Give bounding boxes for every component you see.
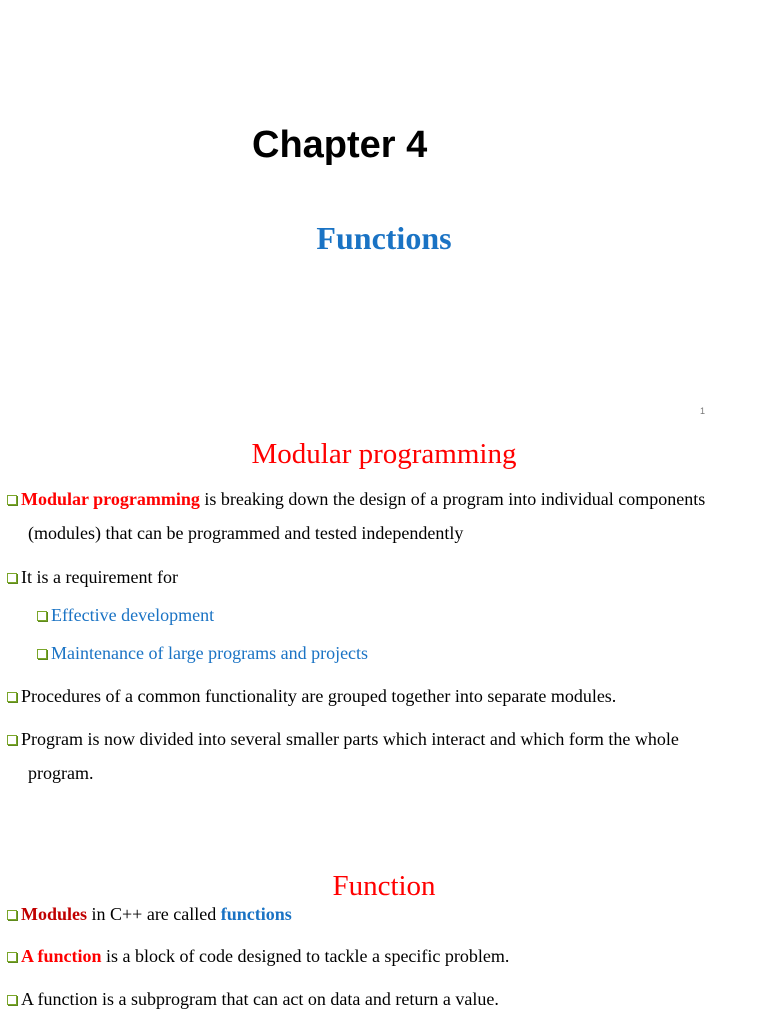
chapter-title: Chapter 4: [252, 124, 428, 166]
bullet-continuation: (modules) that can be programmed and tested independently: [28, 523, 464, 543]
bullet-text: It is a requirement for: [21, 567, 178, 587]
section-heading-function: Function: [332, 870, 436, 902]
bullet-modules-functions: [7, 903, 292, 925]
sub-bullet-effective-development: [37, 604, 214, 626]
bullet-text: Effective development: [51, 605, 215, 625]
bullet-procedures: [7, 685, 616, 707]
checkbox-bullet-icon: [7, 952, 17, 962]
bullet-program-divided: [7, 728, 679, 750]
checkbox-bullet-icon: [7, 495, 17, 505]
bullet-continuation: program.: [28, 763, 94, 783]
sub-bullet-maintenance: [37, 642, 368, 664]
checkbox-bullet-icon: [37, 611, 47, 621]
checkbox-bullet-icon: [7, 573, 17, 583]
subtitle: Functions: [316, 220, 452, 256]
checkbox-bullet-icon: [7, 735, 17, 745]
bullet-requirement: [7, 566, 178, 588]
term-modules: Modules: [21, 904, 88, 924]
term-modular-programming: Modular programming: [21, 489, 200, 509]
bullet-text: is breaking down the design of a program into individual components: [199, 489, 706, 509]
section-heading-modular-programming: Modular programming: [251, 438, 517, 470]
checkbox-bullet-icon: [7, 910, 17, 920]
bullet-function-definition: [7, 945, 509, 967]
checkbox-bullet-icon: [7, 995, 17, 1005]
bullet-text: in C++ are called: [87, 904, 221, 924]
page-number: 1: [700, 406, 706, 416]
checkbox-bullet-icon: [37, 649, 47, 659]
bullet-text: Maintenance of large programs and projects: [51, 643, 369, 663]
bullet-function-subprogram: [7, 988, 499, 1010]
bullet-text: Procedures of a common functionality are grouped together into separate modules.: [21, 686, 617, 706]
bullet-text: is a block of code designed to tackle a specific problem.: [101, 946, 510, 966]
bullet-text: Program is now divided into several smaller parts which interact and which form the whole: [21, 729, 679, 749]
term-a-function: A function: [21, 946, 102, 966]
bullet-text: A function is a subprogram that can act on data and return a value.: [21, 989, 499, 1009]
term-functions: functions: [220, 904, 292, 924]
checkbox-bullet-icon: [7, 692, 17, 702]
bullet-modular-definition: [7, 488, 705, 510]
